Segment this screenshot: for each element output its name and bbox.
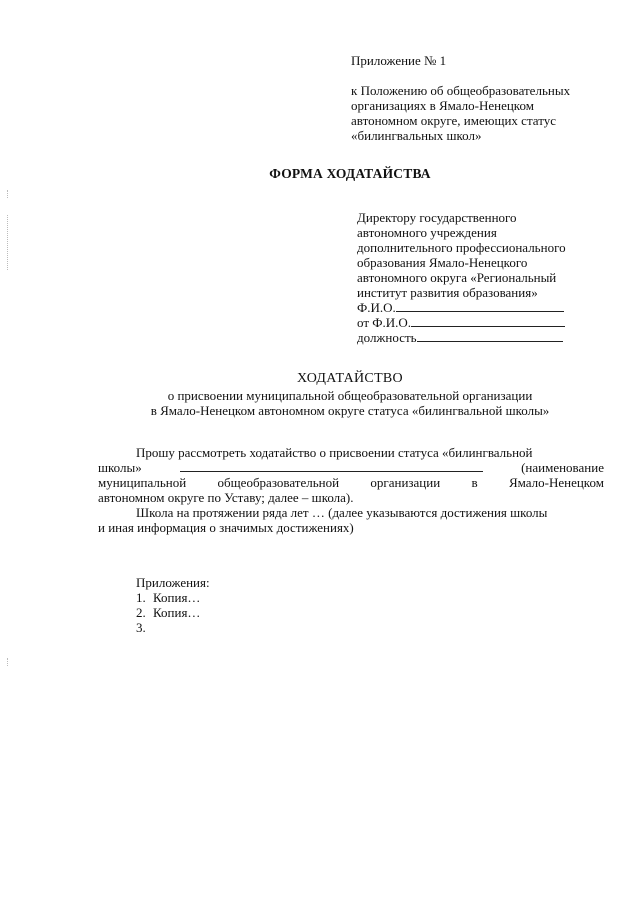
sender-fio-row — [357, 315, 607, 330]
position-label: должность — [357, 330, 417, 345]
sender-fio-blank[interactable] — [411, 315, 565, 327]
addressee-line: Директору государственного — [357, 210, 517, 225]
body-line: и иная информация о значимых достижениях) — [98, 520, 354, 535]
appendix-line: организациях в Ямало-Ненецком — [351, 98, 534, 113]
position-row — [357, 330, 607, 345]
appendix-line: к Положению об общеобразовательных — [351, 83, 571, 98]
petition-subtitle-line: в Ямало-Ненецком автономном округе статуса «билингвальной школы» — [150, 403, 550, 418]
petition-subtitle — [60, 388, 640, 418]
appendix-line: автономном округе, имеющих статус — [351, 113, 556, 128]
attachments-list — [136, 575, 436, 635]
attachments-heading: Приложения: — [136, 575, 210, 590]
body-line: автономном округе по Уставу; далее – школа). — [98, 490, 354, 505]
sender-fio-label: от Ф.И.О. — [357, 315, 412, 330]
addressee-line: автономного округа «Региональный — [357, 270, 557, 285]
body-word: Ямало-Ненецком — [508, 475, 604, 490]
body-word: организации — [370, 475, 441, 490]
petition-subtitle-line: о присвоении муниципальной общеобразовательной организации — [167, 388, 533, 403]
attachment-item — [136, 620, 436, 635]
body-word: муниципальной — [98, 475, 187, 490]
body-word: общеобразовательной — [217, 475, 340, 490]
scan-mark — [7, 190, 9, 198]
body-text: школы» — [98, 460, 142, 475]
body-line — [98, 460, 604, 475]
body-word: в — [471, 475, 478, 490]
appendix-number: Приложение № 1 — [351, 53, 447, 68]
attachment-text: Копия… — [153, 590, 201, 605]
body-text: Прошу рассмотреть ходатайство о присвоении статуса «билингвальной — [136, 445, 533, 460]
attachment-text: Копия… — [153, 605, 201, 620]
addressee-line: образования Ямало-Ненецкого — [357, 255, 528, 270]
form-title: ФОРМА ХОДАТАЙСТВА — [269, 166, 431, 181]
appendix-line: «билингвальных школ» — [351, 128, 482, 143]
petition-title: ХОДАТАЙСТВО — [297, 371, 403, 386]
attachment-number: 2. — [136, 605, 146, 620]
addressee-line: дополнительного профессионального — [357, 240, 566, 255]
director-fio-blank[interactable] — [396, 300, 564, 312]
position-blank[interactable] — [417, 330, 563, 342]
attachment-item — [136, 605, 436, 620]
school-name-blank[interactable] — [180, 460, 483, 472]
petition-body — [98, 445, 604, 535]
body-text: (наименование — [521, 460, 604, 475]
body-line: Школа на протяжении ряда лет … (далее указываются достижения школы — [136, 505, 548, 520]
body-line — [98, 445, 604, 460]
appendix-header — [351, 53, 621, 143]
addressee-line: автономного учреждения — [357, 225, 497, 240]
addressee-block — [357, 210, 607, 345]
attachment-number: 1. — [136, 590, 146, 605]
body-line — [98, 475, 604, 490]
addressee-line: институт развития образования» — [357, 285, 538, 300]
scan-mark — [7, 658, 9, 666]
director-fio-label: Ф.И.О. — [357, 300, 396, 315]
attachment-number: 3. — [136, 620, 146, 635]
scan-mark — [7, 215, 9, 270]
director-fio-row — [357, 300, 607, 315]
attachment-item — [136, 590, 436, 605]
